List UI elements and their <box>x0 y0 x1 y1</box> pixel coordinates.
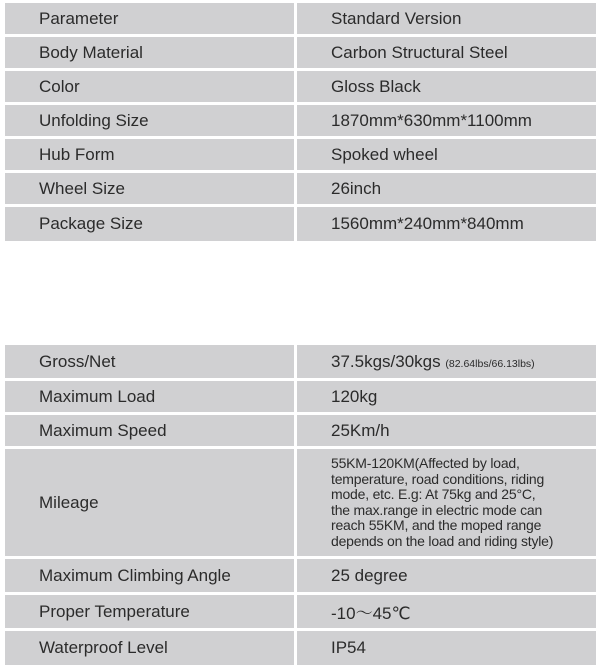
param-value: Carbon Structural Steel <box>331 42 508 62</box>
table-row <box>5 345 596 381</box>
table-row <box>5 595 596 631</box>
param-value: 1870mm*630mm*1100mm <box>331 110 532 130</box>
param-name: Maximum Climbing Angle <box>39 565 231 585</box>
param-value: 26inch <box>331 178 382 198</box>
param-name: Proper Temperature <box>39 601 190 621</box>
param-name: Maximum Load <box>39 386 156 406</box>
table-row <box>5 559 596 595</box>
param-value: 1560mm*240mm*840mm <box>331 214 524 233</box>
param-value: IP54 <box>331 638 366 657</box>
table-row <box>5 207 596 241</box>
table-row <box>5 381 596 415</box>
table-row <box>5 139 596 173</box>
param-name: Body Material <box>39 42 143 62</box>
param-name: Color <box>39 76 80 96</box>
param-value: Spoked wheel <box>331 144 438 164</box>
param-name: Unfolding Size <box>39 110 149 130</box>
table-row <box>5 449 596 559</box>
param-name: Wheel Size <box>39 178 125 198</box>
table-row <box>5 415 596 449</box>
param-value: Standard Version <box>331 8 462 28</box>
table-row <box>5 71 596 105</box>
weight-lbs-note: (82.64lbs/66.13lbs) <box>445 357 535 370</box>
mileage-line: depends on the load and riding style) <box>331 532 554 549</box>
param-value: -10～45℃ <box>331 604 411 623</box>
param-value: 120kg <box>331 386 378 406</box>
param-value: 25 degree <box>331 565 408 585</box>
mileage-description <box>297 456 596 549</box>
table-row <box>5 37 596 71</box>
spec-table-basic <box>5 3 596 241</box>
param-name: Hub Form <box>39 144 115 164</box>
param-name: Mileage <box>39 492 99 512</box>
mileage-line: 55KM-120KM(Affected by load, <box>331 455 520 471</box>
param-name: Package Size <box>39 214 143 233</box>
param-name: Waterproof Level <box>39 638 168 657</box>
param-name: Maximum Speed <box>39 420 167 440</box>
table-row <box>5 105 596 139</box>
mileage-line: mode, etc. E.g: At 75kg and 25°C, <box>331 486 536 502</box>
param-value: 25Km/h <box>331 420 390 440</box>
mileage-line: reach 55KM, and the moped range <box>331 517 542 533</box>
table-row <box>5 173 596 207</box>
weight-value: 37.5kgs/30kgs <box>331 351 441 371</box>
param-value <box>297 352 596 372</box>
table-row <box>5 631 596 665</box>
spec-table-performance <box>5 345 596 665</box>
mileage-line: temperature, road conditions, riding <box>331 470 545 487</box>
mileage-line: the max.range in electric mode can <box>331 501 543 518</box>
param-value: Gloss Black <box>331 76 421 96</box>
param-name: Parameter <box>39 8 119 28</box>
param-name: Gross/Net <box>39 351 116 371</box>
table-row <box>5 3 596 37</box>
